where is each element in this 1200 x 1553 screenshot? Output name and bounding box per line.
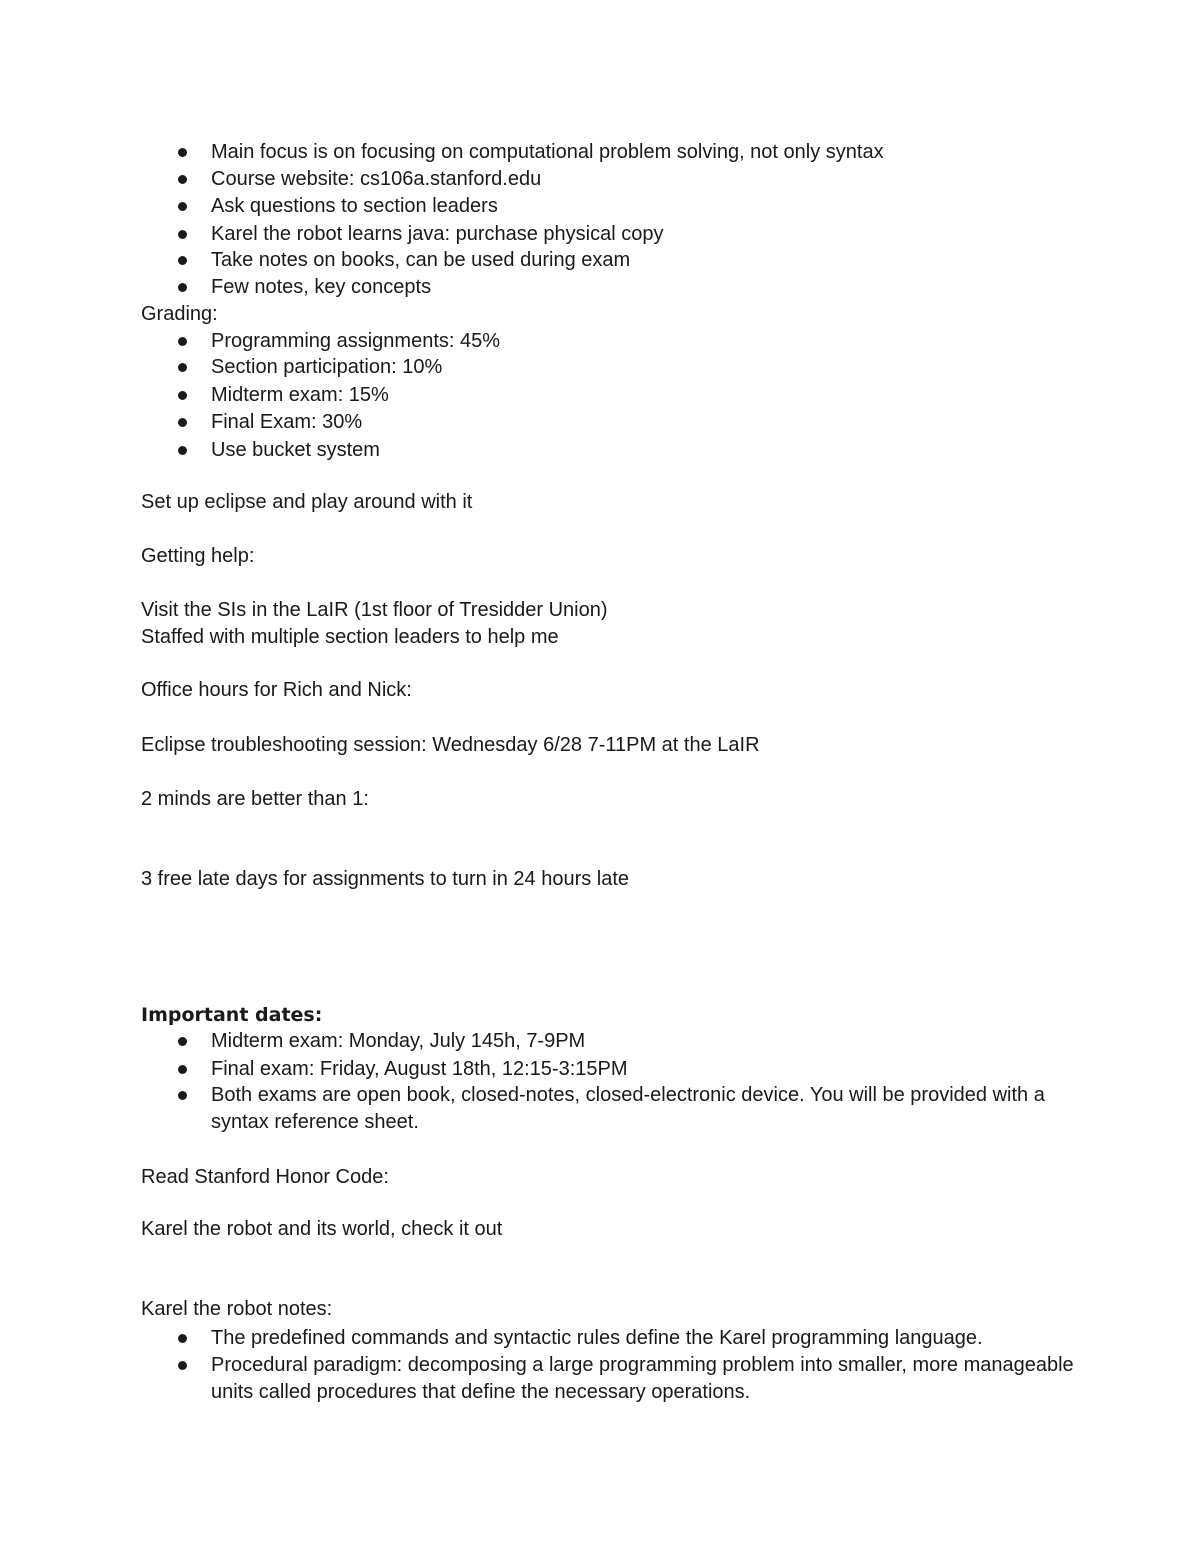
list-item: Both exams are open book, closed-notes, closed-electronic device. You will be provided with a syntax reference sheet. [211, 1082, 1091, 1136]
bullet-icon [178, 256, 187, 265]
bullet-icon [178, 202, 187, 211]
paragraph: Getting help: [141, 545, 255, 567]
bullet-icon [178, 446, 187, 455]
bullet-icon [178, 1361, 187, 1370]
list-item: Ask questions to section leaders [211, 193, 1091, 220]
list-item: Course website: cs106a.stanford.edu [211, 166, 1091, 193]
bullet-icon [178, 1037, 187, 1046]
paragraph: 2 minds are better than 1: [141, 788, 369, 810]
paragraph: Karel the robot and its world, check it out [141, 1218, 503, 1240]
bullet-icon [178, 1065, 187, 1074]
list-item: Section participation: 10% [211, 354, 1091, 381]
paragraph: Read Stanford Honor Code: [141, 1166, 389, 1188]
list-item: Midterm exam: 15% [211, 382, 1091, 409]
bullet-icon [178, 230, 187, 239]
list-item: Use bucket system [211, 437, 1091, 464]
paragraph: Eclipse troubleshooting session: Wednesday 6/28 7-11PM at the LaIR [141, 734, 760, 756]
bullet-icon [178, 148, 187, 157]
grading-heading: Grading: [141, 303, 218, 325]
bullet-icon [178, 1091, 187, 1100]
bullet-icon [178, 337, 187, 346]
list-item: Take notes on books, can be used during exam [211, 247, 1091, 274]
bullet-icon [178, 175, 187, 184]
paragraph: Set up eclipse and play around with it [141, 491, 473, 513]
list-item: Final Exam: 30% [211, 409, 1091, 436]
bullet-icon [178, 283, 187, 292]
bullet-icon [178, 363, 187, 372]
karel-notes-heading: Karel the robot notes: [141, 1298, 333, 1320]
list-item: The predefined commands and syntactic rules define the Karel programming language. [211, 1325, 1091, 1352]
important-dates-heading: Important dates: [141, 1004, 323, 1026]
list-item: Main focus is on focusing on computational problem solving, not only syntax [211, 139, 1091, 166]
bullet-icon [178, 391, 187, 400]
paragraph: Visit the SIs in the LaIR (1st floor of Tresidder Union) [141, 599, 608, 621]
bullet-icon [178, 418, 187, 427]
list-item: Midterm exam: Monday, July 145h, 7-9PM [211, 1028, 1091, 1055]
list-item: Procedural paradigm: decomposing a large programming problem into smaller, more manageable units called procedures that define the necessary operations. [211, 1352, 1091, 1406]
bullet-icon [178, 1334, 187, 1343]
paragraph: Staffed with multiple section leaders to help me [141, 626, 559, 648]
list-item: Karel the robot learns java: purchase physical copy [211, 221, 1091, 248]
paragraph: 3 free late days for assignments to turn in 24 hours late [141, 868, 630, 890]
list-item: Final exam: Friday, August 18th, 12:15-3:15PM [211, 1056, 1091, 1083]
list-item: Programming assignments: 45% [211, 328, 1091, 355]
list-item: Few notes, key concepts [211, 274, 1091, 301]
paragraph: Office hours for Rich and Nick: [141, 679, 412, 701]
